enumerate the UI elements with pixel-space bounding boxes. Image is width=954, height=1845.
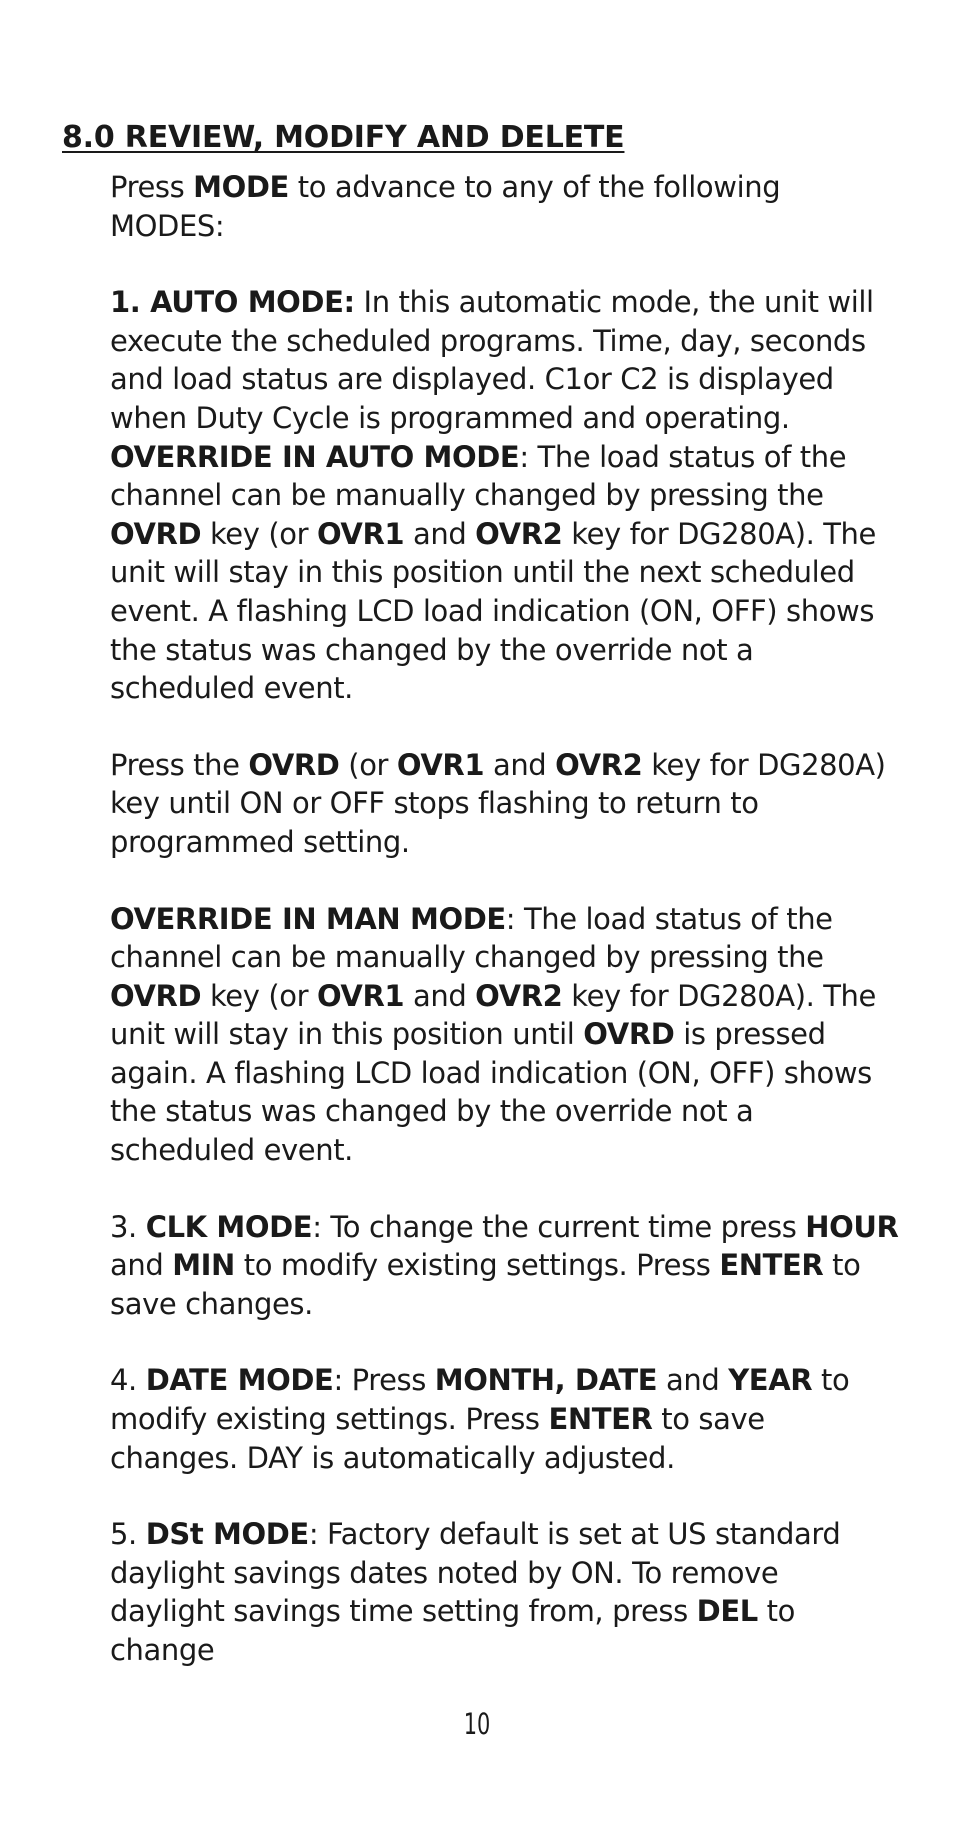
date-mode-text-2: and	[657, 1363, 729, 1398]
auto-mode-title: 1. AUTO MODE:	[110, 285, 355, 320]
date-mode-text-1: : Press	[333, 1363, 435, 1398]
dst-mode-text-1: : Factory default is set at US standard daylight savings dates noted by ON. To remove daylight savings time setting from, press	[110, 1517, 841, 1629]
man-mode-text-2: key (or	[201, 978, 317, 1013]
clk-mode-text-3: to modify existing settings. Press	[234, 1248, 720, 1283]
ovrd-key: OVRD	[583, 1017, 675, 1052]
dst-mode-text-2: to change	[110, 1594, 795, 1667]
date-mode-title: DATE MODE	[145, 1363, 334, 1398]
ovr2-key: OVR2	[475, 516, 563, 551]
ovr1-key: OVR1	[316, 516, 405, 551]
ovr1-key: OVR1	[316, 978, 405, 1013]
return-paragraph	[110, 746, 900, 862]
date-mode-text-4: to save changes. DAY is automatically adjusted.	[110, 1402, 765, 1475]
dst-mode-title: DSt MODE	[145, 1517, 309, 1552]
year-key: YEAR	[728, 1363, 813, 1398]
ovr1-key: OVR1	[396, 747, 485, 782]
auto-mode-text-2: : The load status of the channel can be manually changed by pressing the	[110, 439, 847, 513]
auto-mode-text-5: key for DG280A). The unit will stay in this position until the next scheduled event. A flashing LCD load indication (ON, OFF) shows the status was changed by the override not a scheduled event.	[110, 516, 876, 706]
ovrd-key: OVRD	[110, 516, 202, 551]
man-mode-text-4: key for DG280A). The unit will stay in this position until	[110, 978, 876, 1052]
section-body	[110, 168, 900, 1708]
clk-mode-text-1: : To change the current time press	[312, 1209, 806, 1244]
page-number: 10	[463, 1707, 491, 1741]
hour-key: HOUR	[805, 1209, 899, 1244]
override-auto-title: OVERRIDE IN AUTO MODE	[110, 439, 520, 474]
del-key: DEL	[696, 1594, 758, 1629]
min-key: MIN	[172, 1248, 235, 1283]
return-text-2: (or	[339, 747, 397, 782]
clk-mode-number: 3.	[110, 1209, 146, 1244]
auto-mode-text-4: and	[404, 516, 476, 551]
auto-mode-paragraph	[110, 283, 900, 708]
intro-text-2: to advance to any of the following MODES:	[110, 170, 781, 243]
auto-mode-text-1: In this automatic mode, the unit will execute the scheduled programs. Time, day, seconds and load status are displayed. C1or C2 is displayed when Duty Cycle is programmed and operating.	[110, 285, 874, 435]
intro-mode-key: MODE	[193, 170, 289, 204]
ovr2-key: OVR2	[475, 978, 563, 1013]
clk-mode-paragraph	[110, 1208, 900, 1324]
return-text-1: Press the	[110, 747, 249, 782]
ovrd-key: OVRD	[110, 978, 202, 1013]
man-mode-paragraph	[110, 900, 900, 1170]
ovrd-key: OVRD	[248, 747, 340, 782]
clk-mode-text-4: to save changes.	[110, 1248, 861, 1321]
dst-mode-number: 5.	[110, 1517, 146, 1552]
clk-mode-text-2: and	[110, 1248, 173, 1283]
date-mode-paragraph	[110, 1361, 900, 1477]
man-mode-text-3: and	[404, 978, 476, 1013]
clk-mode-title: CLK MODE	[145, 1209, 313, 1244]
date-mode-number: 4.	[110, 1363, 146, 1398]
override-man-title: OVERRIDE IN MAN MODE	[110, 901, 506, 936]
enter-key: ENTER	[548, 1402, 653, 1437]
date-mode-text-3: to modify existing settings. Press	[110, 1363, 850, 1437]
auto-mode-text-3: key (or	[201, 516, 317, 551]
man-mode-text-1: : The load status of the channel can be manually changed by pressing the	[110, 901, 833, 975]
ovr2-key: OVR2	[555, 747, 643, 782]
return-text-4: key for DG280A) key until ON or OFF stops flashing to return to programmed setting.	[110, 747, 886, 859]
return-text-3: and	[484, 747, 556, 782]
section-heading: 8.0 REVIEW, MODIFY AND DELETE	[62, 120, 625, 155]
intro-paragraph	[110, 168, 900, 245]
month-date-keys: MONTH, DATE	[434, 1363, 658, 1398]
intro-text-1: Press	[110, 170, 194, 204]
man-mode-text-5: is pressed again. A flashing LCD load indication (ON, OFF) shows the status was changed by the override not a scheduled event.	[110, 1017, 872, 1168]
enter-key: ENTER	[719, 1248, 824, 1283]
dst-mode-paragraph	[110, 1515, 900, 1669]
